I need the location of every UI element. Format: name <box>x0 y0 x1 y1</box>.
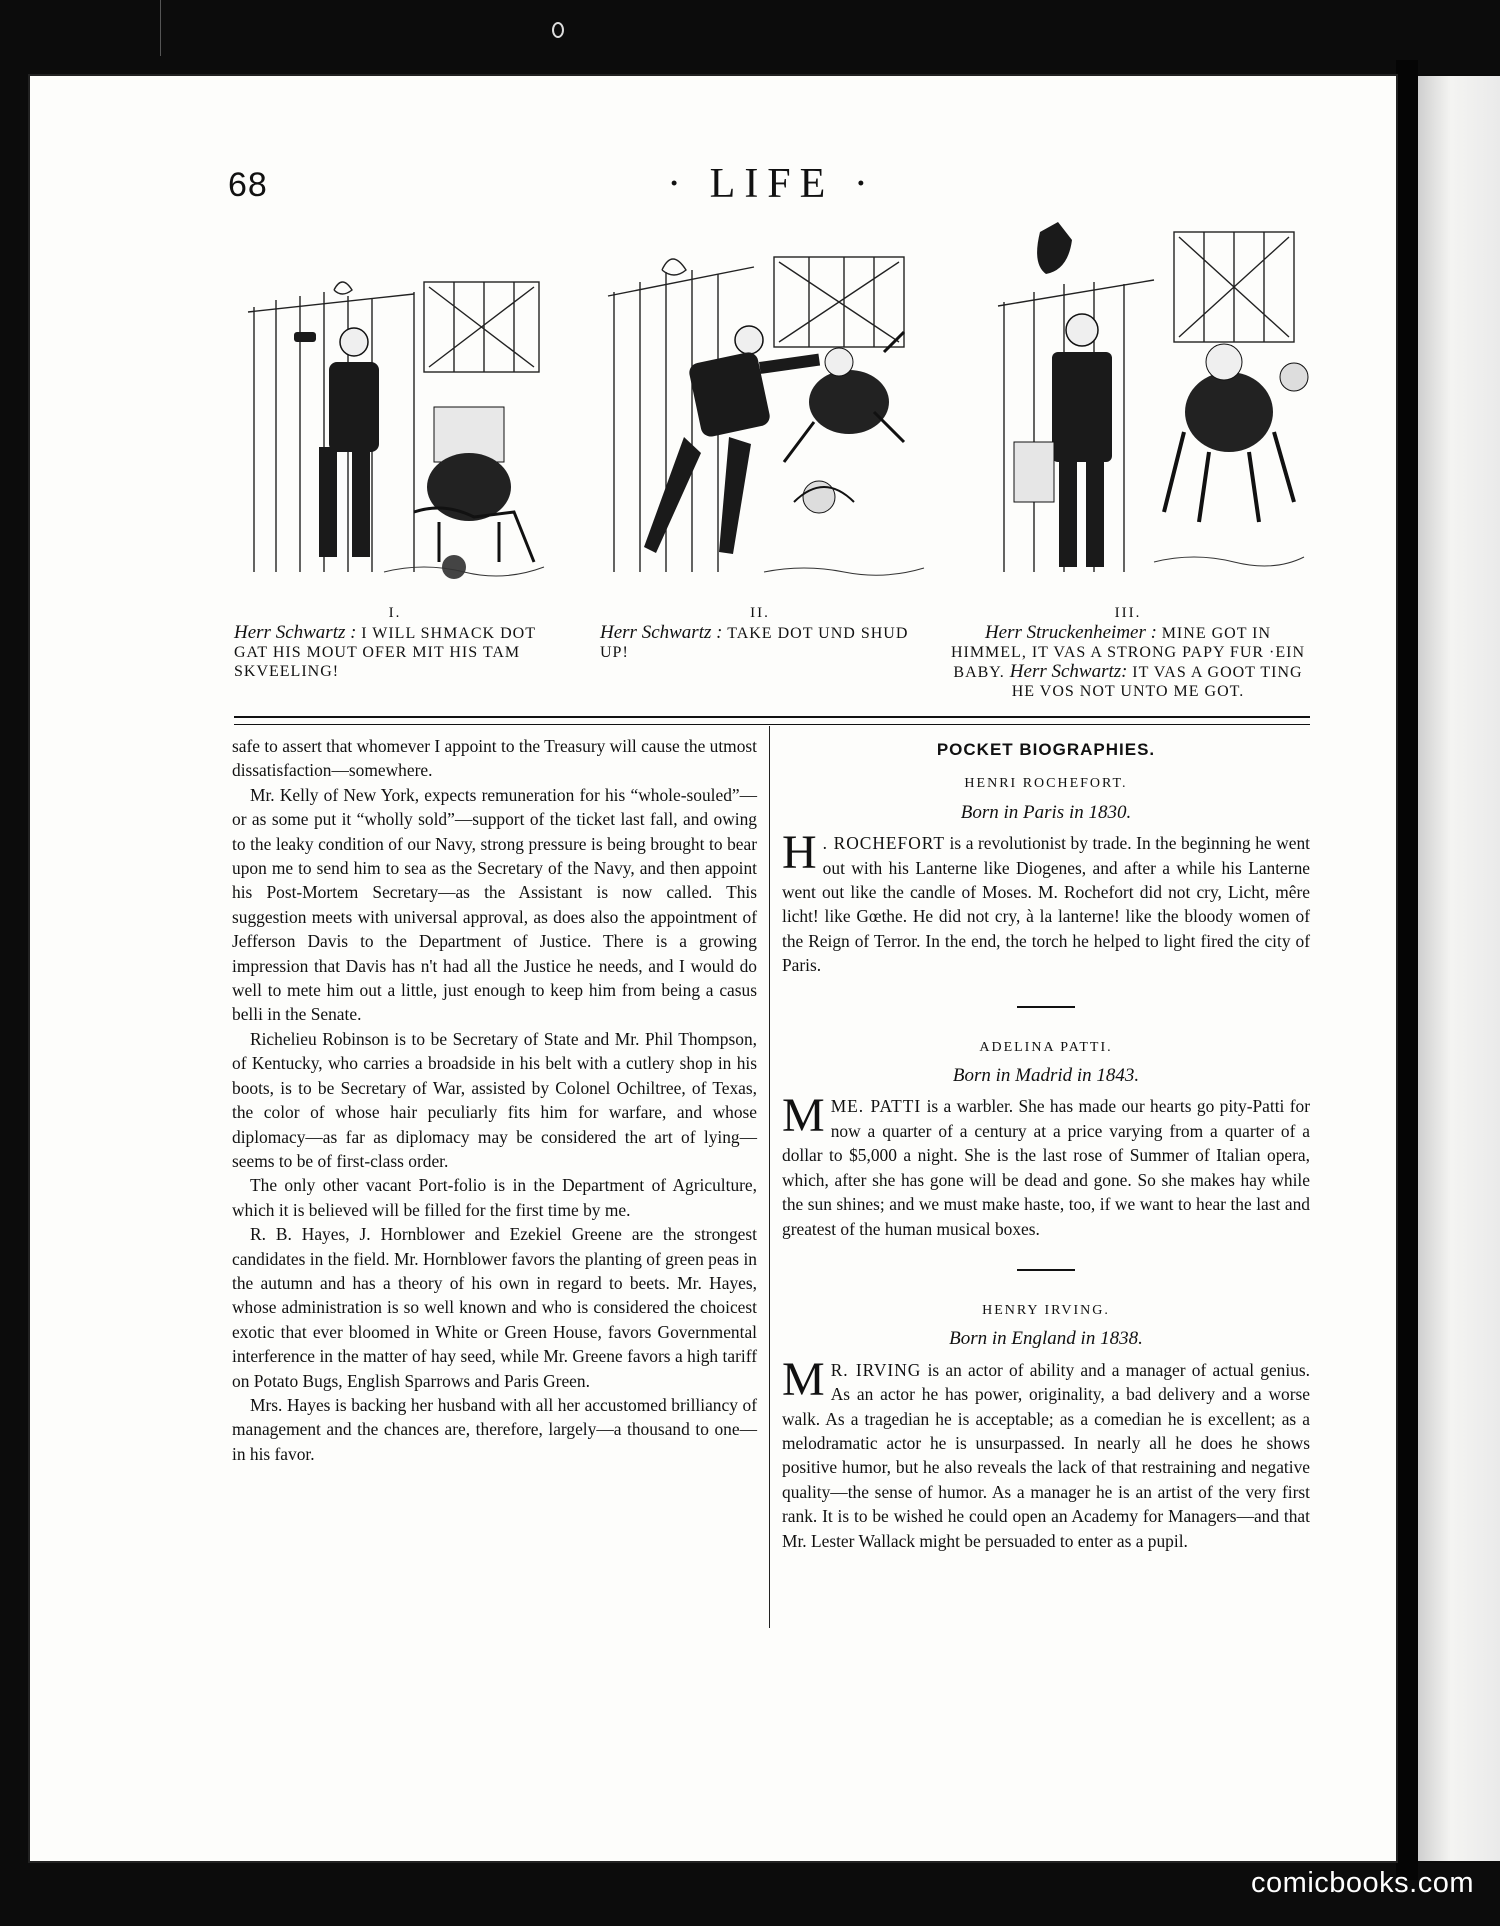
bio-text: is a revolutionist by trade. In the beginning he went out with his Lanterne like Diogenes, and after a while his Lanterne went out like the candle of Moses. M. Rochefort did not cry, Licht, mêre licht! like Gœthe. He did not cry, à la lanterne! like the bloody women of the Reign of Terror. In the end, the torch he helped to light fired the city of Paris. <box>782 833 1310 976</box>
bio-text: is a warbler. She has made our hearts go pity-Patti for now a quarter of a century at a price varying from a quarter of a dollar to $5,000 a night. She is the last rose of Summer of Italian opera, which, after she has gone will be dead and gone. So she makes hay while the sun shines; and we must make haste, too, if we want to hear the last and greatest of the human musical boxes. <box>782 1096 1311 1239</box>
article-paragraph: Mrs. Hayes is backing her husband with all her accustomed brilliancy of management and the chances are, therefore, largely—a thousand to one—in his favor. <box>232 1394 757 1464</box>
bio-name: HENRY IRVING. <box>982 1302 1110 1318</box>
caption-text: I WILL SHMACK DOT GAT HIS MOUT OFER MIT HIS TAM SKVEELING! <box>234 625 536 680</box>
bio-born: Born in Paris in 1830. <box>960 801 1132 823</box>
bio-name: ADELINA PATTI. <box>979 1039 1113 1055</box>
masthead-title: · LIFE · <box>667 161 877 207</box>
cartoon-panel-3-illustration <box>974 212 1314 594</box>
drop-cap: M <box>782 1352 825 1406</box>
bio-body <box>782 1089 1311 1240</box>
bio-text: is an actor of ability and a manager of actual genius. As an actor he has power, originality, a bad delivery and a worse walk. As a tragedian he is acceptable; as a comedian he is excellent; as a melodramatic actor he is unsurpassed. In nearly all he does he shows positive humor, but he also reveals the lack of that restraining and negative quality—the sense of humor. As a manager he is an artist of the very first rank. It is to be wished he could open an Academy for Managers—and that Mr. Lester Wallack might be persuaded to enter as a pupil. <box>782 1359 1311 1551</box>
caption-numeral: I. <box>388 605 402 621</box>
left-column-article <box>232 734 757 1466</box>
bio-born: Born in England in 1838. <box>949 1328 1143 1350</box>
biography-rochefort <box>782 772 1310 977</box>
article-paragraph: Mr. Kelly of New York, expects remuneration for his “whole-souled”—or as some put it “wholly sold”—support of the ticket last fall, and owing to the leaky condition of our Navy, strong pressure is being brought to bear upon me to send him to sea as the Secretary of the Navy, and then appoint his Post-Mortem Secretary—as the Assistant is now called. This suggestion meets with universal approval, as does also the appointment of Jefferson Davis to the Department of Justice. There is a growing impression that Davis has n't had all the Justice he needs, and I would do well to mete him out a little, just enough to keep him from being a casus belli in the Senate. <box>232 784 757 1025</box>
caption-text: TAKE DOT UND SHUD UP! <box>600 625 909 661</box>
cartoon-panel-2 <box>584 212 930 594</box>
cartoon-panel-3 <box>974 212 1314 594</box>
caption-panel-2 <box>600 604 920 662</box>
article-paragraph: Richelieu Robinson is to be Secretary of State and Mr. Phil Thompson, of Kentucky, who carries a broadside in his belt with a cutlery shop in his boots, is to be Secretary of War, assisted by Colonel Ochiltree, of Texas, the color of whose hair peculiarly fits him for warfare, and whose diplomacy—as far as diplomacy may be considered the art of lying—seems to be of first-class order. <box>232 1028 757 1171</box>
caption-speaker: Herr Schwartz : <box>234 622 362 643</box>
bio-born: Born in Madrid in 1843. <box>952 1065 1140 1087</box>
scan-artifact-line <box>160 0 161 56</box>
caption-panel-1 <box>234 604 556 681</box>
caption-numeral: III. <box>1114 605 1142 621</box>
section-title: POCKET BIOGRAPHIES. <box>936 740 1156 759</box>
column-divider <box>769 726 770 1628</box>
cartoon-panel-1-illustration <box>234 212 554 594</box>
section-double-rule <box>234 716 1310 725</box>
bio-name: HENRI ROCHEFORT. <box>964 776 1128 792</box>
caption-speaker: Herr Struckenheimer : <box>984 622 1162 643</box>
biography-patti <box>782 1036 1310 1241</box>
bio-separator-rule <box>1017 1006 1075 1008</box>
facing-page-edge <box>1418 76 1500 1861</box>
scan-artifact-ring <box>552 22 564 38</box>
caption-text: MINE GOT IN HIMMEL, IT VAS A STRONG PAPY FUR ·EIN BABY. <box>950 625 1306 681</box>
bio-lead: R. IRVING <box>830 1359 922 1380</box>
right-column-biographies <box>782 734 1310 1553</box>
page-number: 68 <box>228 166 268 204</box>
drop-cap: H <box>782 826 817 880</box>
cartoon-panel-1 <box>234 212 554 594</box>
caption-text-2: IT VAS A GOOT TING HE VOS NOT UNTO ME GOT. <box>1011 664 1303 700</box>
cartoon-panel-2-illustration <box>584 212 930 594</box>
article-paragraph: R. B. Hayes, J. Hornblower and Ezekiel Greene are the strongest candidates in the field. Mr. Hornblower favors the planting of green peas in the autumn and has a theory of his own in regard to beets. Mr. Hayes, whose administration is so well known and who is considered the choicest exotic that ever bloomed in White or Green House, favors Governmental interference in the matter of hay seed, while Mr. Greene favors a high tariff on Potato Bugs, English Sparrows and Paris Green. <box>232 1224 757 1391</box>
biography-irving <box>782 1299 1310 1553</box>
bio-body <box>782 826 1310 977</box>
source-watermark: comicbooks.com <box>1251 1867 1474 1899</box>
caption-speaker-2: Herr Schwartz: <box>1009 661 1133 682</box>
caption-speaker: Herr Schwartz : <box>600 622 728 643</box>
caption-numeral: II. <box>750 605 770 621</box>
caption-panel-3 <box>950 604 1306 701</box>
bio-body <box>782 1352 1311 1553</box>
bio-separator-rule <box>1017 1269 1075 1271</box>
bio-lead: . ROCHEFORT <box>822 833 945 854</box>
binding-gutter <box>1396 60 1418 1880</box>
article-paragraph: The only other vacant Port-folio is in the Department of Agriculture, which it is believed will be filled for the first time by me. <box>232 1175 757 1220</box>
article-paragraph: safe to assert that whomever I appoint to the Treasury will cause the utmost dissatisfaction—somewhere. <box>232 736 757 781</box>
drop-cap: M <box>782 1089 825 1143</box>
bio-lead: ME. PATTI <box>830 1096 922 1117</box>
